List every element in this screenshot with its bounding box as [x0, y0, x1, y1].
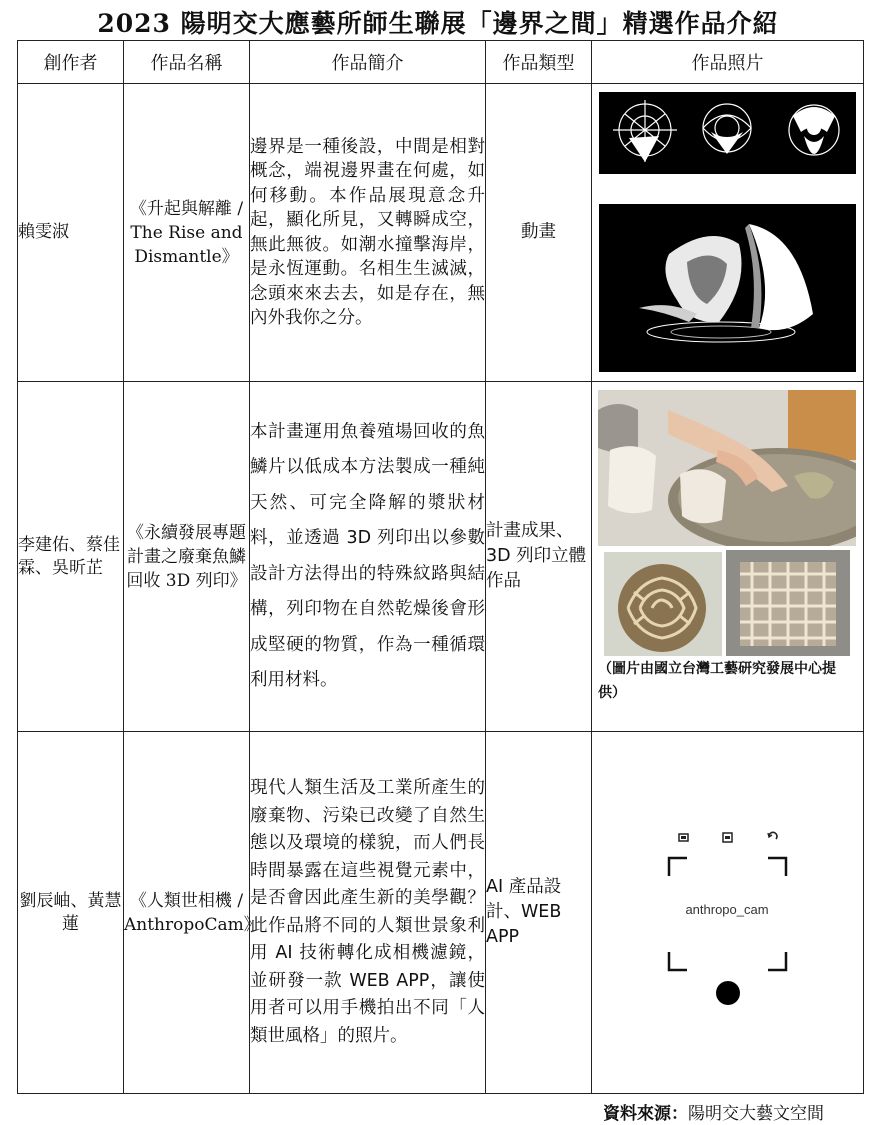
- printed-lattice-photo: [726, 550, 850, 656]
- intro-cell: 本計畫運用魚養殖場回收的魚鱗片以低成本方法製成一種純天然、可完全降解的漿狀材料，並透過 3D 列印出以參數設計方法得出的特殊紋路與結構，列印物在自然乾燥後會形成堅硬的物質，作為一種循環利用材料。: [250, 382, 486, 732]
- intro-cell: 現代人類生活及工業所產生的廢棄物、污染已改變了自然生態以及環境的樣貌，而人們長時間暴露在這些視覺元素中，是否會因此產生新的美學觀？此作品將不同的人類世景象利用 AI 技術轉化成相機濾鏡，並研發一款 WEB APP，讓使用者可以用手機拍出不同「人類世風格」的照片。: [250, 732, 486, 1094]
- works-table: [17, 40, 864, 1094]
- source-label: 資料來源：: [603, 1104, 688, 1124]
- work-name-cell: 《升起與解離 / The Rise and Dismantle》: [124, 84, 250, 382]
- intro-cell: 邊界是一種後設，中間是相對概念，端視邊界畫在何處，如何移動。本作品展現意念升起，顯化所見，又轉瞬成空，無此無彼。如潮水撞擊海岸，是永恆運動。名相生生滅滅，念頭來來去去，如是存在，無內外我你之分。: [250, 84, 486, 382]
- switch-camera-icon: [768, 832, 777, 839]
- camera-app-screenshot: [592, 732, 862, 1092]
- page-title: 2023 陽明交大應藝所師生聯展「邊界之間」精選作品介紹: [97, 9, 779, 38]
- photo-cell: [592, 84, 864, 382]
- photo-cell: [592, 732, 864, 1094]
- photo-caption: （圖片由國立台灣工藝研究發展中心提供）: [598, 661, 836, 701]
- author-cell: 李建佑、蔡佳霖、吳昕芷: [18, 382, 124, 732]
- header-photo: 作品照片: [592, 41, 864, 84]
- header-type: 作品類型: [486, 41, 592, 84]
- type-cell: 計畫成果、3D 列印立體作品: [486, 382, 592, 732]
- table-row: [18, 382, 864, 732]
- animation-still-bottom: [599, 204, 856, 372]
- photo-cell: [592, 382, 864, 732]
- source-value: 陽明交大藝文空間: [688, 1104, 824, 1124]
- table-row: [18, 732, 864, 1094]
- header-author: 創作者: [18, 41, 124, 84]
- header-intro: 作品簡介: [250, 41, 486, 84]
- shutter-button: [716, 981, 740, 1005]
- work-name-cell: 《永續發展專題計畫之廢棄魚鱗回收 3D 列印》: [124, 382, 250, 732]
- printing-process-photo: [598, 390, 856, 546]
- gallery-icon: [679, 834, 688, 841]
- header-work-name: 作品名稱: [124, 41, 250, 84]
- app-name-label: anthropo_cam: [685, 902, 769, 917]
- work-name-cell: 《人類世相機 / AnthropoCam》: [124, 732, 250, 1094]
- type-cell: 動畫: [486, 84, 592, 382]
- type-cell: AI 產品設計、WEB APP: [486, 732, 592, 1094]
- source-note: [603, 1099, 824, 1124]
- printed-maze-photo: [604, 552, 722, 656]
- table-header-row: [18, 41, 864, 84]
- table-row: [18, 84, 864, 382]
- ratio-icon: [723, 833, 732, 842]
- animation-still-top: [599, 92, 856, 174]
- author-cell: 劉辰岫、黃慧蓮: [18, 732, 124, 1094]
- author-cell: 賴雯淑: [18, 84, 124, 382]
